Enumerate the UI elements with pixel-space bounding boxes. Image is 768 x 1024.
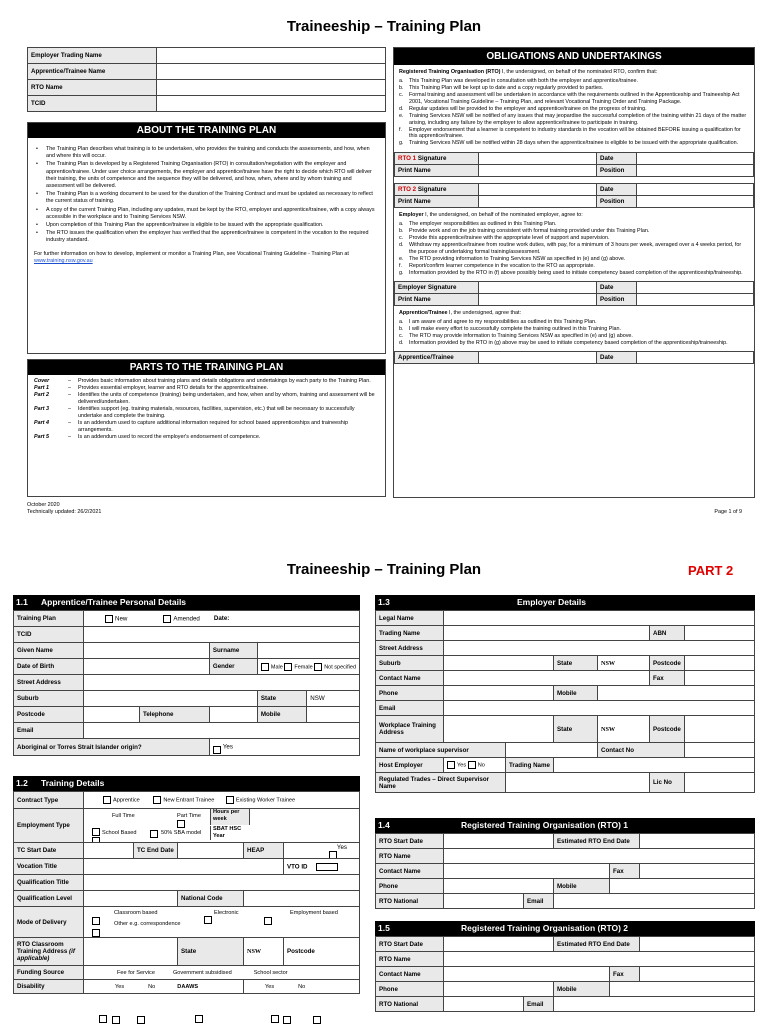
about-bullets xyxy=(34,146,379,245)
obligations-heading: OBLIGATIONS AND UNDERTAKINGS xyxy=(394,48,754,65)
street-field[interactable] xyxy=(84,675,360,691)
rto2-contact-field[interactable] xyxy=(444,967,610,982)
new-checkbox[interactable] xyxy=(105,615,113,623)
surname-field[interactable] xyxy=(257,643,359,659)
rto1-start-field[interactable] xyxy=(444,834,554,849)
rto2-fax-field[interactable] xyxy=(640,967,755,982)
list-item: c. The RTO may provide information to Training Services NSW as specified in (e) and (g) above. xyxy=(399,332,633,339)
disability-yes-checkbox[interactable] xyxy=(112,1016,120,1024)
male-checkbox[interactable] xyxy=(261,663,269,671)
section-header: 1.4 Registered Training Organisation (RTO) 1 xyxy=(375,818,755,833)
part-time-checkbox[interactable] xyxy=(177,820,185,828)
tc-start-field[interactable] xyxy=(84,843,134,859)
rto1-national-field[interactable] xyxy=(444,894,524,909)
school-based-checkbox[interactable] xyxy=(92,837,100,843)
government-subsidised-checkbox[interactable] xyxy=(195,1015,203,1023)
section-header: 1.3 Employer Details xyxy=(375,595,755,610)
rto1-date-field[interactable] xyxy=(637,153,754,165)
suburb-field[interactable] xyxy=(84,691,258,707)
list-item: d. Withdraw my apprentice/trainee from routine work duties, with pay, for a minimum of 3 hours per week, averaged over a 4 weeks period, for the purpose of undertaking formal training/assessment. xyxy=(399,242,742,256)
legal-name-field[interactable] xyxy=(444,611,755,626)
rto-intro: Registered Training Organisation (RTO) I, the undersigned, on behalf of the nominated RTO, confirm that: xyxy=(399,69,658,75)
abn-field[interactable] xyxy=(684,626,754,641)
employer-position-field[interactable] xyxy=(637,293,754,305)
trainee-name-field[interactable] xyxy=(157,64,386,80)
postcode-field[interactable] xyxy=(84,707,140,723)
workplace-address-field[interactable] xyxy=(444,716,554,743)
rto2-signature-table: RTO 2 Signature Date Print Name Position xyxy=(394,183,754,208)
employer-details-section: 1.3 Employer Details Legal Name Trading Name ABN Street Address Suburb State NSW Postcode Contact Name Fax Phone Mobile Email Workplace Training Address State NSW Postcode Name of workplace supervisor Contact No Host Employer Yes No Trading Name Regulated Trades – Direct Supervisor Name Lic No xyxy=(375,595,755,793)
lic-no-field[interactable] xyxy=(684,773,754,793)
fee-for-service-checkbox[interactable] xyxy=(99,1015,107,1023)
employer-intro: Employer I, the undersigned, on behalf of the nominated employer, agree to: xyxy=(399,212,583,219)
id-label: RTO Name xyxy=(28,80,157,96)
electronic-checkbox[interactable] xyxy=(204,916,212,924)
apprentice-signature-table: Apprentice/Trainee Date xyxy=(394,351,754,364)
qualification-title-field[interactable] xyxy=(84,875,360,891)
id-label: TCID xyxy=(28,96,157,112)
rto1-section: 1.4 Registered Training Organisation (RTO) 1 RTO Start Date Estimated RTO End Date RTO Name Contact Name Fax Phone Mobile RTO National Email xyxy=(375,818,755,909)
host-yes-checkbox[interactable] xyxy=(447,761,455,769)
about-heading: ABOUT THE TRAINING PLAN xyxy=(28,123,385,138)
rto2-phone-field[interactable] xyxy=(444,982,554,997)
list-item: g. Training Services NSW will be notified within 28 days when the apprentice/trainee is eligible to be issued with the appropriate qualification. xyxy=(399,140,739,147)
mobile-field[interactable] xyxy=(307,707,360,723)
rto1-contact-field[interactable] xyxy=(444,864,610,879)
employer-email-field[interactable] xyxy=(444,701,755,716)
list-item: d. Regular updates will be provided to the employer and apprentice/trainee on the progress of training. xyxy=(399,105,647,112)
list-item: Part 1 – Provides essential employer, learner and RTO details for the apprentice/trainee. xyxy=(34,385,269,391)
disability-no-checkbox[interactable] xyxy=(137,1016,145,1024)
page-number: Page 1 of 9 xyxy=(714,509,742,515)
training-details-section: 1.2 Training Details Contract Type Apprentice New Entrant Trainee Existing Worker Trainee Employment Type Full Time Part Time Hours per week School Based 50% SBA model SBAT HSC Year TC Start Date TC End Date HEAP Yes Vocation Title VTO ID Qualification Title Qualification Level National Code Mode of Delivery Classroom based Electronic Employment based Other e.g. correspondence RTO Classroom Training Address (if applicable) State NSW Postcode Funding Source Fee for Service Government subsidised School sector Disability Yes No DAAWS Yes No xyxy=(13,776,360,994)
tc-end-field[interactable] xyxy=(178,843,244,859)
list-item: a. I am aware of and agree to my responsibilities as outlined in this Training Plan. xyxy=(399,318,597,325)
rto1-phone-field[interactable] xyxy=(444,879,554,894)
new-entrant-checkbox[interactable] xyxy=(153,796,161,804)
amended-checkbox[interactable] xyxy=(163,615,171,623)
rto-obligations-list xyxy=(394,78,754,147)
part-label: PART 2 xyxy=(688,563,734,578)
school-sector-checkbox[interactable] xyxy=(271,1015,279,1023)
list-item: Part 4 – Is an addendum used to capture additional information required for school based apprenticeships and traineeship arrangements. xyxy=(34,420,349,433)
list-item: f. Employer endorsement that a learner is competent to industry standards in the vocation will be obtained BEFORE issuing a qualification for this apprentice/trainee. xyxy=(399,126,741,140)
id-label: Employer Trading Name xyxy=(28,48,157,64)
parts-section xyxy=(27,359,386,497)
rto1-name-field[interactable] xyxy=(444,849,755,864)
list-item: e. Training Services NSW will be notified of any issues that may jeopardise the successful completion of the training within 21 days of the matter arising, including any failure by the employer to allow apprentice/trainee to participate in training. xyxy=(399,112,747,126)
employer-signature-field[interactable] xyxy=(479,281,597,293)
section-header: 1.1 Apprentice/Trainee Personal Details xyxy=(13,595,360,610)
identity-table xyxy=(27,47,386,112)
daaws-yes-checkbox[interactable] xyxy=(283,1016,291,1024)
given-name-field[interactable] xyxy=(84,643,210,659)
rto1-print-name-field[interactable] xyxy=(479,165,597,177)
tcid-field[interactable] xyxy=(157,96,386,112)
employer-print-name-field[interactable] xyxy=(479,293,597,305)
employer-phone-field[interactable] xyxy=(444,686,554,701)
list-item: Part 5 – Is an addendum used to record the employer's endorsement of competence. xyxy=(34,434,261,440)
list-item: f. Report/confirm learner competence in the vocation to the RTO as appropriate. xyxy=(399,262,595,269)
list-item: Part 2 – Identifies the units of competence (training) being undertaken, and how, when and by whom, training and assessment will be delivered/undertaken. xyxy=(34,392,375,405)
rto1-signature-field[interactable] xyxy=(479,153,597,165)
parts-list xyxy=(28,375,385,441)
rto1-position-field[interactable] xyxy=(637,165,754,177)
list-item: g. Information provided by the RTO in (f) above possibly being used to initiate competency based completion of the apprenticeship/traineeship. xyxy=(399,269,743,276)
section-header: 1.5 Registered Training Organisation (RTO) 2 xyxy=(375,921,755,936)
apprentice-checkbox[interactable] xyxy=(103,796,111,804)
supervisor-contact-field[interactable] xyxy=(684,743,754,758)
full-time-checkbox[interactable] xyxy=(92,828,100,836)
existing-worker-checkbox[interactable] xyxy=(226,796,234,804)
rto2-national-field[interactable] xyxy=(444,997,524,1012)
employer-obligations-list xyxy=(394,221,754,276)
other-delivery-checkbox[interactable] xyxy=(92,929,100,937)
heap-yes-checkbox[interactable] xyxy=(329,851,337,859)
employer-trading-name-field[interactable] xyxy=(157,48,386,64)
apprentice-intro: Apprentice/Trainee I, the undersigned, agree that: xyxy=(399,309,521,316)
supervisor-field[interactable] xyxy=(506,743,598,758)
employer-postcode-field[interactable] xyxy=(684,656,754,671)
parts-heading: PARTS TO THE TRAINING PLAN xyxy=(28,360,385,375)
further-info: For further information on how to develop, implement or monitor a Training Plan, see Vocational Training Guideline - Training Plan at www.training.nsw.gov.au xyxy=(34,250,349,264)
list-item: b. This Training Plan will be kept up to date and a copy regularly provided to parties. xyxy=(399,85,604,92)
rto1-email-field[interactable] xyxy=(554,894,755,909)
employer-date-field[interactable] xyxy=(637,281,754,293)
list-item: • A copy of the current Training Plan, including any updates, must be kept by the RTO, employer and apprentice/trainee, with a copy always accessible in the workplace and to Training Services NSW. xyxy=(34,207,379,221)
list-item: b. Provide work and on the job training consistent with formal training provided under this Training Plan. xyxy=(399,228,650,235)
tcid-field[interactable] xyxy=(84,627,360,643)
not-specified-checkbox[interactable] xyxy=(314,663,322,671)
list-item: b. I will make every effort to successfully complete the training outlined in this Training Plan. xyxy=(399,325,622,332)
rto-name-field[interactable] xyxy=(157,80,386,96)
list-item: • The Training Plan is developed by a Registered Training Organisation (RTO) in consultation/negotiation with the employer and apprentice/trainee. Under user choice arrangements, the employer and apprentice/trainee have the right to decide which RTO will deliver their training, the units of competence and the sequence they will be delivered, and how, when, where and by whom training and assessment will be delivered. xyxy=(34,161,379,190)
vocation-field[interactable] xyxy=(84,859,284,875)
rto2-name-field[interactable] xyxy=(444,952,755,967)
list-item: c. Formal training and assessment will be undertaken in accordance with the requirements outlined in the Apprenticeship and Traineeship Act 2001, Vocational Training Guideline – Training Plan, and relevant Vocational Training Order and Training Package. xyxy=(399,92,740,105)
rto2-print-name-field[interactable] xyxy=(479,196,597,208)
employer-contact-field[interactable] xyxy=(444,671,650,686)
vto-id-field[interactable] xyxy=(316,863,338,871)
employment-based-checkbox[interactable] xyxy=(264,917,272,925)
list-item: • The Training Plan is a working document to be used for the duration of the Training Contract and must be updated as necessary to reflect the current status of training. xyxy=(34,191,379,205)
daaws-no-checkbox[interactable] xyxy=(313,1016,321,1024)
rto1-mobile-field[interactable] xyxy=(610,879,755,894)
sba-checkbox[interactable] xyxy=(150,830,158,838)
list-item: a. This Training Plan was developed in consultation with both the employer and apprentice/trainee. xyxy=(399,78,638,85)
list-item: e. The RTO providing information to Training Services NSW as specified in (e) and (g) above. xyxy=(399,256,626,262)
telephone-field[interactable] xyxy=(209,707,257,723)
employer-suburb-field[interactable] xyxy=(444,656,554,671)
rto2-position-field[interactable] xyxy=(637,196,754,208)
list-item: • The RTO issues the qualification when the employer has verified that the apprentice/trainee is competent in the vocation to the required industry standard. xyxy=(34,230,379,244)
rto-classroom-address-field[interactable] xyxy=(84,938,178,966)
footer-left: October 2020 Technically updated: 26/2/2021 xyxy=(27,502,102,515)
list-item: • The Training Plan describes what training is to be undertaken, who provides the training and conducts the assessments, and how, when and where this will occur. xyxy=(34,146,379,160)
list-item: d. Information provided by the RTO in (g) above may be used to initiate competency based completion of the apprenticeship/traineeship. xyxy=(399,339,728,346)
about-section xyxy=(27,122,386,354)
page-title: Traineeship – Training Plan xyxy=(286,18,482,35)
aboriginal-yes-checkbox[interactable] xyxy=(213,746,221,754)
employer-street-field[interactable] xyxy=(444,641,755,656)
workplace-postcode-field[interactable] xyxy=(684,716,754,743)
apprentice-obligations-list xyxy=(394,319,754,347)
obligations-section xyxy=(393,47,755,498)
apprentice-date-field[interactable] xyxy=(637,351,754,363)
female-checkbox[interactable] xyxy=(284,663,292,671)
national-code-field[interactable] xyxy=(244,891,360,907)
rto1-end-field[interactable] xyxy=(640,834,755,849)
list-item: Part 3 – Identifies support (eg. training materials, resources, facilities, supervision, etc.) that will be necessary to successfully undertake and complete the training. xyxy=(34,406,355,419)
id-label: Apprentice/Trainee Name xyxy=(28,64,157,80)
trading-name-field[interactable] xyxy=(444,626,650,641)
employer-fax-field[interactable] xyxy=(684,671,754,686)
training-link[interactable]: www.training.nsw.gov.au xyxy=(34,257,93,264)
list-item: c. Provide this apprentice/trainee with the appropriate level of support and supervision. xyxy=(399,235,610,242)
rto1-fax-field[interactable] xyxy=(640,864,755,879)
rto2-mobile-field[interactable] xyxy=(610,982,755,997)
list-item: a. The employer responsibilities as outlined in this Training Plan. xyxy=(399,221,557,228)
rto2-section: 1.5 Registered Training Organisation (RTO) 2 RTO Start Date Estimated RTO End Date RTO Name Contact Name Fax Phone Mobile RTO National Email xyxy=(375,921,755,1012)
dob-field[interactable] xyxy=(84,659,210,675)
classroom-checkbox[interactable] xyxy=(92,917,100,925)
rto1-signature-table: RTO 1 Signature Date Print Name Position xyxy=(394,152,754,177)
list-item: Cover – Provides basic information about training plans and details obligations and undertakings by each party to the Training Plan. xyxy=(34,378,371,384)
qualification-level-field[interactable] xyxy=(84,891,178,907)
section-header: 1.2 Training Details xyxy=(13,776,360,791)
personal-details-section: 1.1 Apprentice/Trainee Personal Details Training Plan New Amended Date: TCID Given Name Surname Date of Birth Gender Male Female Not specified Street Address Suburb State NSW Postcode Telephone Mobile Email Aboriginal or Torres Strait Islander origin? Yes xyxy=(13,595,360,756)
host-no-checkbox[interactable] xyxy=(468,761,476,769)
page-title-2: Traineeship – Training Plan xyxy=(286,561,482,578)
employer-signature-table: Employer Signature Date Print Name Position xyxy=(394,281,754,306)
apprentice-signature-field[interactable] xyxy=(479,351,597,363)
rto2-start-field[interactable] xyxy=(444,937,554,952)
list-item: • Upon completion of this Training Plan the apprentice/trainee is eligible to be issued with the appropriate qualification. xyxy=(34,222,379,229)
host-trading-name-field[interactable] xyxy=(554,758,755,773)
employer-mobile-field[interactable] xyxy=(598,686,755,701)
rto2-email-field[interactable] xyxy=(554,997,755,1012)
rto2-date-field[interactable] xyxy=(637,184,754,196)
email-field[interactable] xyxy=(84,723,360,739)
rto2-end-field[interactable] xyxy=(640,937,755,952)
rto2-signature-field[interactable] xyxy=(479,184,597,196)
regulated-supervisor-field[interactable] xyxy=(506,773,650,793)
